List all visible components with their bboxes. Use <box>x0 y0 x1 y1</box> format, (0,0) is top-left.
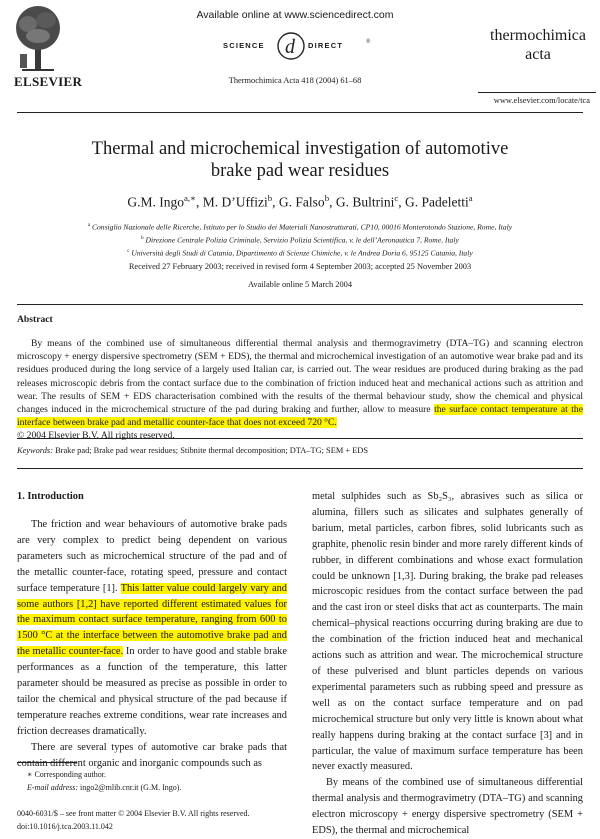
affiliation-mark: c <box>127 249 130 255</box>
abstract-heading: Abstract <box>17 314 53 325</box>
sd-left-text: SCIENCE <box>223 41 265 50</box>
affiliation-text: Direzione Centrale Polizia Criminale, Servizio Polizia Scientifica, v. le dell’Aeronautica 7, Rome, Italy <box>145 235 459 245</box>
abstract-top-rule <box>17 304 583 305</box>
right-column <box>312 489 583 839</box>
available-online-line: Available online at www.sciencedirect.com <box>196 9 394 21</box>
author-name: G. Bultrini <box>335 194 395 210</box>
abstract-body <box>17 337 583 443</box>
article-title-line2: brake pad wear residues <box>210 161 390 181</box>
sciencedirect-logo <box>223 29 373 63</box>
sd-right-text: DIRECT <box>308 41 344 50</box>
elsevier-tree-logo-icon <box>14 4 62 74</box>
journal-name-line1: thermochimica <box>490 27 586 44</box>
affiliation-item <box>20 246 580 259</box>
header-divider <box>17 112 583 113</box>
article-title <box>0 138 600 182</box>
doi-link[interactable]: doi:10.1016/j.tca.2003.11.042 <box>17 821 113 831</box>
intro-text: The friction and wear behaviours of automotive brake pads are very complex to predict being dependent on various parameters such as microchemical structure of the pad and of the metallic counter-face, rotating speed, pressure and contact surface temperature [1]. <box>17 519 287 594</box>
author-affil-mark: c <box>394 193 399 203</box>
intro-highlight: This latter value could largely vary and some authors [1,2] have reported different estimated values for the maximum contact surface temperature, ranging from 600 to 1500 °C at the interface between the automotive brake pad and the metallic counter-face. <box>17 582 287 658</box>
footnote <box>27 768 287 794</box>
author-affil-mark: b <box>267 193 273 203</box>
abstract-highlight: the surface contact temperature at the interface between brake pad and metallic counter-face that does not exceed 720 °C. <box>17 404 583 429</box>
email-link[interactable]: ingo2@mlib.cnr.it (G.M. Ingo). <box>80 783 182 792</box>
publisher-logo: ELSEVIER <box>14 74 83 89</box>
keywords-text: Brake pad; Brake pad wear residues; Stibnite thermal decomposition; DTA–TG; SEM + EDS <box>55 446 369 455</box>
author-separator: , <box>329 194 336 210</box>
introduction-heading: 1. Introduction <box>17 491 84 502</box>
author-name: G. Padeletti <box>404 194 469 210</box>
abstract-bottom-rule <box>17 438 583 439</box>
affiliation-mark: a <box>87 223 91 228</box>
abstract-copyright: © 2004 Elsevier B.V. All rights reserved. <box>17 430 175 442</box>
affiliation-text: Consiglio Nazionale delle Ricerche, Istituto per lo Studio dei Materiali Nanostrutturati, CP10, 00016 Monterotondo Stazione, Rome, Italy <box>91 222 513 232</box>
intro-text: metal sulphides such as Sb₂S₃, abrasives such as silica or alumina, fillers such as silicates and sulphates generally of barium, metal particles, carbon fibres, solid lubricants such as graphite, phenolic resin binder and more rarely different kinds of rubber, in different combinations and whose exact formulation could be unknown [1,3]. During braking, the brake pad releases microscopic residues from the contact surface between the pad and the cast iron or steel disks that act as counterparts. The main chemical–physical reactions occurring during braking are due to the combination of the friction induced heat and mechanical actions such as attrition and wear. The microchemical structure of these pulverised and blunt particles depends on various experimental parameters such as rubbing speed and pressure as well as on the contact surface temperature and on pad microchemical structure but only very little is known about what really happens during braking at the contact surface [3] and in particular, the value of maximum surface temperature has been never exactly measured. <box>312 491 583 773</box>
author-name: G. Falso <box>278 194 325 210</box>
issn-line: 0040-6031/$ – see front matter © 2004 Elsevier B.V. All rights reserved. <box>17 809 250 818</box>
keywords-line <box>17 446 583 455</box>
left-column <box>17 517 287 772</box>
author-name: M. D’Uffizi <box>202 194 268 210</box>
corresponding-author-note: ∗ Corresponding author. <box>27 770 106 779</box>
author-separator: , <box>196 194 203 210</box>
intro-text: There are several types of automotive car brake pads that contain different organic and inorganic compounds such as <box>17 741 287 769</box>
affiliation-list <box>20 220 580 259</box>
author-separator: , <box>398 194 405 210</box>
sciencedirect-at-icon <box>276 29 306 61</box>
affiliation-mark: b <box>141 236 144 242</box>
author-affil-mark: a,∗ <box>183 193 197 203</box>
affiliation-text: Università degli Studi di Catania, Dipartimento di Scienze Chimiche, v. le Andrea Doria 6, 95125 Catania, Italy <box>131 248 473 258</box>
keywords-label: Keywords: <box>17 446 53 455</box>
author-list <box>0 193 600 211</box>
journal-citation: Thermochimica Acta 418 (2004) 61–68 <box>228 76 362 85</box>
email-label: E-mail address: <box>27 783 79 792</box>
available-online-date: Available online 5 March 2004 <box>247 280 353 289</box>
article-title-line1: Thermal and microchemical investigation of automotive <box>91 139 509 159</box>
sd-registered-mark: ® <box>366 39 371 45</box>
page-footer <box>17 808 417 833</box>
journal-name-line2: acta <box>525 46 551 63</box>
journal-url-link[interactable]: www.elsevier.com/locate/tca <box>493 96 590 105</box>
intro-text: By means of the combined use of simultaneous differential thermal analysis and thermogravimetry (DTA–TG) and scanning electron microscopy + energy dispersive spectrometry (SEM + EDS), the thermal and microchemical <box>312 777 583 837</box>
author-separator: , <box>272 194 279 210</box>
journal-name <box>486 26 590 64</box>
author-affil-mark: a <box>468 193 473 203</box>
intro-text: In order to have good and stable brake performances as a function of the temperature, this latter parameter should be measured as precise as possible in order to tailor the chemical and physical structure of the pad because if temperature reaches extreme conditions, wear rate increases and friction decreases dramatically. <box>17 646 287 737</box>
author-name: G.M. Ingo <box>127 194 184 210</box>
received-dates: Received 27 February 2003; received in revised form 4 September 2003; accepted 25 November 2003 <box>128 262 472 271</box>
affiliation-item <box>20 220 580 233</box>
abstract-text: By means of the combined use of simultaneous differential thermal analysis and thermogravimetry (DTA–TG) and scanning electron microscopy + energy dispersive spectrometry (SEM + EDS), the thermal and microchemical investigation of an automotive wear brake pad and its residues produced during the long service of a largely used Italian car, is carried out. The wear residues are produced during braking as the pad releases microscopic debris from the contact surface due to the combination of friction induced heat and mechanical actions such as attrition and wear. The results of SEM + EDS characterisation combined with the results of the thermal behaviour study, show the chemical and physical changes induced in the microchemical structure of the pad during braking and further, allow to measure <box>17 338 583 416</box>
affiliation-item <box>20 233 580 246</box>
footnote-rule <box>17 762 77 763</box>
journal-box-rule <box>478 92 596 93</box>
author-affil-mark: b <box>324 193 330 203</box>
sd-at-glyph: d <box>285 36 295 58</box>
keywords-rule <box>17 468 583 469</box>
